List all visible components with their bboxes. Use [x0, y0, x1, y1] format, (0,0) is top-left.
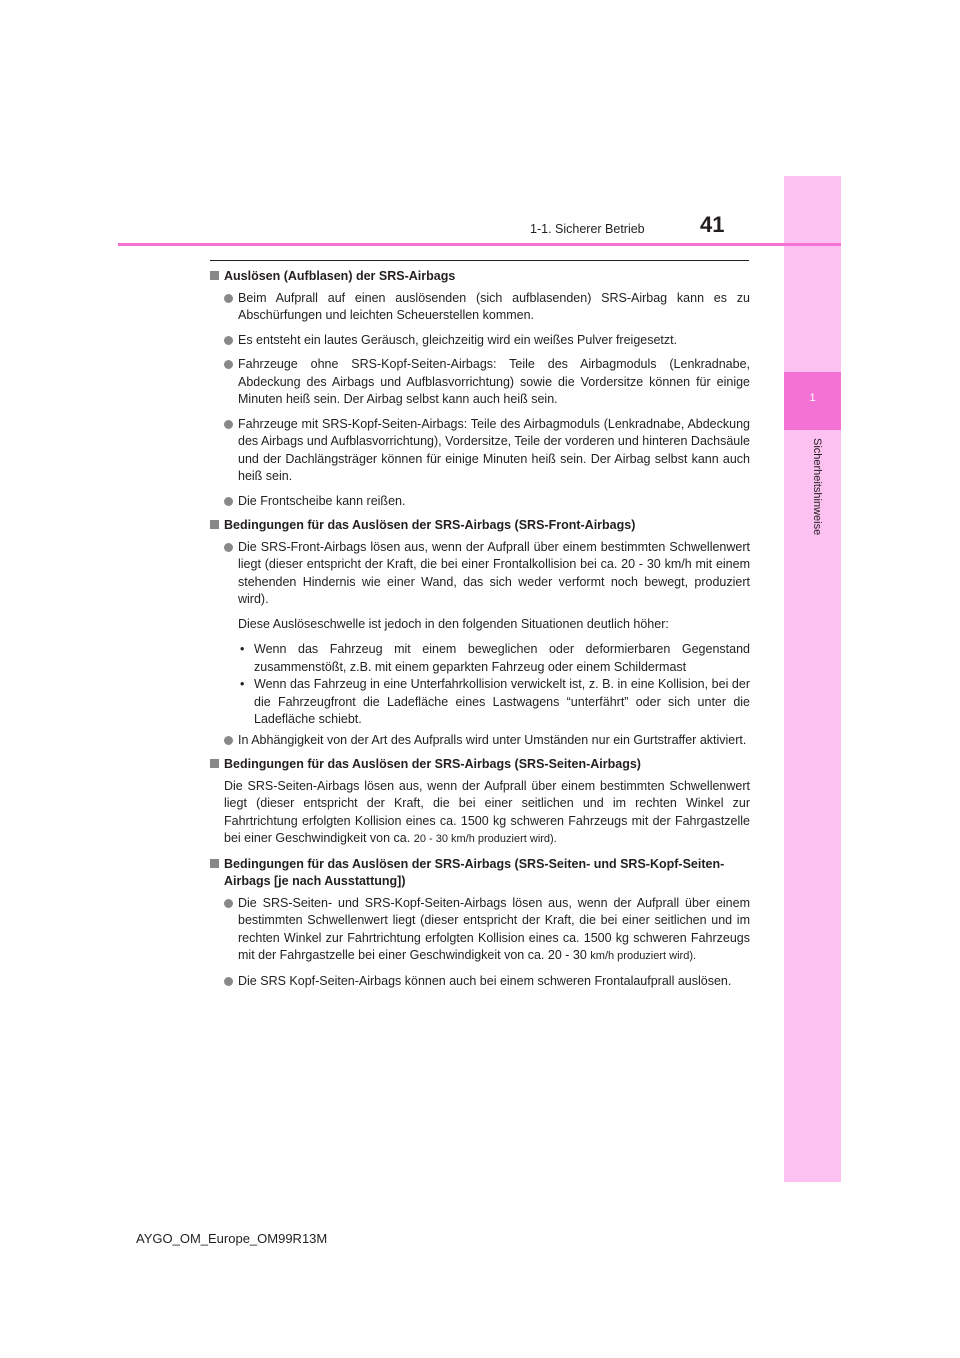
content-top-rule — [210, 260, 749, 261]
dot-bullet-icon: • — [240, 677, 245, 691]
sub-list-item: • Wenn das Fahrzeug in eine Unterfahrkollision verwickelt ist, z. B. in eine Kollision, bei der die Fahrzeugfront die Ladefläche eines Lastwagens “unterfährt” oder sich unter die Ladefläche schiebt. — [240, 677, 750, 726]
paragraph: Die SRS-Seiten-Airbags lösen aus, wenn der Aufprall über einem bestimmten Schwellenwert liegt (dieser entspricht der Kraft, die bei einer seitlichen und im rechten Winkel zur Fahrtrichtung erfolgten Kollision eines ca. 1500 kg schweren Fahrzeugs mit der Fahrgastzelle bei einer Geschwindigkeit von ca. 20 - 30 km/h produziert wird). — [224, 778, 750, 845]
paragraph: Diese Auslöseschwelle ist jedoch in den folgenden Situationen deutlich höher: — [238, 616, 669, 631]
list-item: Fahrzeuge mit SRS-Kopf-Seiten-Airbags: Teile des Airbagmoduls (Lenkradnabe, Abdeckung des Airbags und Aufblasvorrichtung), Vordersitze, Teile der vorderen und hinteren Dachsäule und der Dachlängsträger können für einige Minuten heiß sein. Der Airbag selbst kann auch heiß sein. — [210, 416, 750, 486]
square-bullet-icon — [210, 759, 219, 768]
round-bullet-icon — [224, 736, 233, 745]
list-item: Die SRS-Seiten- und SRS-Kopf-Seiten-Airbags lösen aus, wenn der Aufprall über einem bestimmten Schwellenwert liegt (dieser entspricht der Kraft, die bei einer seitlichen und im rechten Winkel zur Fahrtrichtung erfolgten Kollision eines ca. 1500 kg schweren Fahrzeugs mit der Fahrgastzelle bei einer Geschwindigkeit von ca. 20 - 30 km/h produziert wird). — [210, 895, 750, 966]
square-bullet-icon — [210, 520, 219, 529]
round-bullet-icon — [224, 497, 233, 506]
content-body — [210, 268, 750, 997]
round-bullet-icon — [224, 543, 233, 552]
list-item: Die Frontscheibe kann reißen. — [210, 493, 750, 511]
page-number: 41 — [700, 212, 725, 237]
square-bullet-icon — [210, 859, 219, 868]
list-item: Beim Aufprall auf einen auslösenden (sich aufblasenden) SRS-Airbag kann es zu Abschürfungen und leichten Scheuerstellen kommen. — [210, 290, 750, 325]
list-item: Die SRS Kopf-Seiten-Airbags können auch bei einem schweren Frontalaufprall auslösen. — [210, 973, 750, 991]
sub-list-item: • Wenn das Fahrzeug mit einem beweglichen oder deformierbaren Gegenstand zusammenstößt, z.B. mit einem geparkten Fahrzeug oder einem Schildermast — [240, 642, 750, 674]
chapter-side-tab — [784, 176, 841, 1182]
round-bullet-icon — [224, 420, 233, 429]
square-bullet-icon — [210, 271, 219, 280]
round-bullet-icon — [224, 294, 233, 303]
round-bullet-icon — [224, 336, 233, 345]
section-title: 1-1. Sicherer Betrieb — [530, 222, 645, 236]
document-footer: AYGO_OM_Europe_OM99R13M — [136, 1231, 328, 1246]
section-heading: Auslösen (Aufblasen) der SRS-Airbags — [210, 268, 750, 286]
header-divider — [118, 243, 841, 246]
round-bullet-icon — [224, 977, 233, 986]
section-heading: Bedingungen für das Auslösen der SRS-Airbags (SRS-Seiten- und SRS-Kopf-Seiten-Airbags [je nach Ausstattung]) — [210, 856, 750, 891]
chapter-title: Sicherheitshinweise — [811, 438, 823, 536]
section-heading: Bedingungen für das Auslösen der SRS-Airbags (SRS-Seiten-Airbags) — [210, 756, 750, 774]
round-bullet-icon — [224, 360, 233, 369]
list-item: Die SRS-Front-Airbags lösen aus, wenn der Aufprall über einem bestimmten Schwellenwert liegt (dieser entspricht der Kraft, die bei einer Frontalkollision bei ca. 20 - 30 km/h mit einem stehenden Hindernis wie einer Wand, das sich weder verformt noch bewegt, produziert wird). — [210, 539, 750, 609]
dot-bullet-icon: • — [240, 642, 245, 656]
round-bullet-icon — [224, 899, 233, 908]
list-item: In Abhängigkeit von der Art des Aufpralls wird unter Umständen nur ein Gurtstraffer aktiviert. — [210, 732, 750, 750]
list-item: Es entsteht ein lautes Geräusch, gleichzeitig wird ein weißes Pulver freigesetzt. — [210, 332, 750, 350]
list-item: Fahrzeuge ohne SRS-Kopf-Seiten-Airbags: Teile des Airbagmoduls (Lenkradnabe, Abdeckung des Airbags und Aufblasvorrichtung) sowie die Vordersitze können für einige Minuten heiß sein. Der Airbag selbst kann auch heiß sein. — [210, 356, 750, 409]
chapter-number: 1 — [809, 392, 816, 404]
section-heading: Bedingungen für das Auslösen der SRS-Airbags (SRS-Front-Airbags) — [210, 517, 750, 535]
